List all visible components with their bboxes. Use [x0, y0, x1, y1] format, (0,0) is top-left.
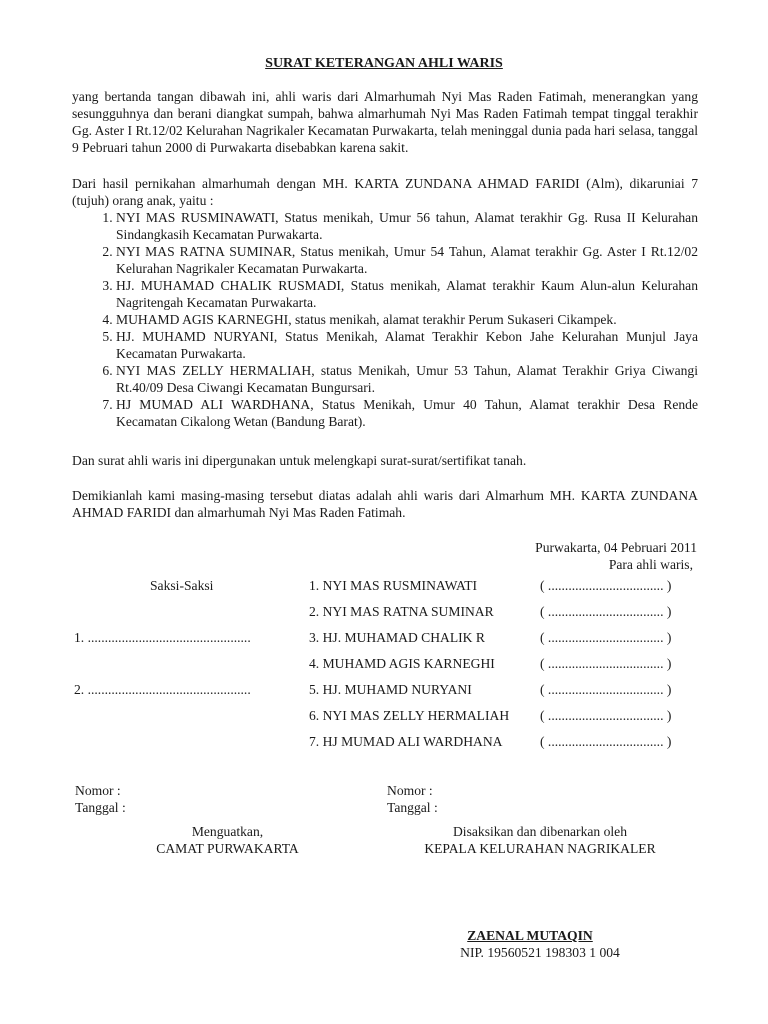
marriage-paragraph: Dari hasil pernikahan almarhumah dengan MH. KARTA ZUNDANA AHMAD FARIDI (Alm), dikaruniai 7 (tujuh) orang anak, yaitu : [72, 176, 698, 208]
official-nip: NIP. 19560521 198303 1 004 [460, 945, 620, 960]
signatory-6: 6. NYI MAS ZELLY HERMALIAH [309, 708, 510, 723]
signatory-3: 3. HJ. MUHAMAD CHALIK R [309, 630, 485, 645]
heir-item-2: 2. NYI MAS RATNA SUMINAR, Status menikah, Umur 54 Tahun, Alamat terakhir Gg. Aster I Rt.12/02 Kelurahan Nagrikaler Kecamatan Purwakarta. [116, 243, 698, 277]
declaration-paragraph: Demikianlah kami masing-masing tersebut diatas adalah ahli waris dari Almarhum MH. KARTA ZUNDANA AHMAD FARIDI dan almarhumah Nyi Mas Raden Fatimah. [72, 488, 698, 520]
signatory-2: 2. NYI MAS RATNA SUMINAR [309, 604, 494, 619]
witness-line-1: 1. ................................................ [74, 630, 251, 645]
place-date: Purwakarta, 04 Pebruari 2011 [535, 540, 697, 555]
signatory-7: 7. HJ MUMAD ALI WARDHANA [309, 734, 503, 749]
signatory-4: 4. MUHAMD AGIS KARNEGHI [309, 656, 495, 671]
right-endorse-label: Disaksikan dan dibenarkan oleh [452, 824, 628, 839]
heir-item-5: 5. HJ. MUHAMD NURYANI, Status Menikah, Alamat Terakhir Kebon Jahe Kelurahan Munjul Jaya Kecamatan Purwakarta. [116, 328, 698, 362]
heir-item-3: 3. HJ. MUHAMAD CHALIK RUSMADI, Status menikah, Alamat terakhir Kaum Alun-alun Kelurahan Nagritengah Kecamatan Purwakarta. [116, 277, 698, 311]
heir-item-6: 6. NYI MAS ZELLY HERMALIAH, status Menikah, Umur 53 Tahun, Alamat Terakhir Griya Ciwangi Rt.40/09 Desa Ciwangi Kecamatan Bungursari. [116, 362, 698, 396]
right-tanggal-label: Tanggal : [387, 800, 438, 815]
signature-slot-1: ( .................................. ) [540, 578, 672, 593]
signatory-1: 1. NYI MAS RUSMINAWATI [309, 578, 478, 593]
witness-line-2: 2. ................................................ [74, 682, 251, 697]
left-tanggal-label: Tanggal : [75, 800, 126, 815]
official-name: ZAENAL MUTAQIN [467, 928, 593, 943]
signature-slot-2: ( .................................. ) [540, 604, 672, 619]
heir-item-1: 1. NYI MAS RUSMINAWATI, Status menikah, Umur 56 tahun, Alamat terakhir Gg. Rusa II Kelurahan Sindangkasih Kecamatan Purwakarta. [116, 209, 698, 243]
left-office: CAMAT PURWAKARTA [156, 841, 299, 856]
heirs-list [72, 209, 698, 430]
heir-item-7: 7. HJ MUMAD ALI WARDHANA, Status Menikah, Umur 40 Tahun, Alamat terakhir Desa Rende Kecamatan Cikalong Wetan (Bandung Barat). [116, 396, 698, 430]
right-nomor-label: Nomor : [387, 783, 433, 798]
heir-item-4: 4. MUHAMD AGIS KARNEGHI, status menikah, alamat terakhir Perum Sukaseri Cikampek. [116, 311, 698, 328]
document-title: SURAT KETERANGAN AHLI WARIS [265, 56, 503, 71]
signatory-5: 5. HJ. MUHAMD NURYANI [309, 682, 472, 697]
signature-slot-3: ( .................................. ) [540, 630, 672, 645]
signature-slot-6: ( .................................. ) [540, 708, 672, 723]
intro-paragraph: yang bertanda tangan dibawah ini, ahli waris dari Almarhumah Nyi Mas Raden Fatimah, menerangkan yang sesungguhnya dan berani diangkat sumpah, bahwa almarhumah Nyi Mas Raden Fatimah tempat tinggal terakhir Gg. Aster I Rt.12/02 Kelurahan Nagrikaler Kecamatan Purwakarta, telah meninggal dunia pada hari selasa, tanggal 9 Pebruari tahun 2000 di Purwakarta disebabkan karena sakit. [72, 89, 698, 155]
signature-slot-4: ( .................................. ) [540, 656, 672, 671]
purpose-paragraph: Dan surat ahli waris ini dipergunakan untuk melengkapi surat-surat/sertifikat tanah. [72, 453, 527, 468]
signature-slot-7: ( .................................. ) [540, 734, 672, 749]
signature-slot-5: ( .................................. ) [540, 682, 672, 697]
left-nomor-label: Nomor : [75, 783, 121, 798]
heirs-heading: Para ahli waris, [608, 557, 693, 572]
witnesses-heading: Saksi-Saksi [150, 578, 214, 593]
right-office: KEPALA KELURAHAN NAGRIKALER [424, 841, 656, 856]
left-endorse-label: Menguatkan, [191, 824, 264, 839]
